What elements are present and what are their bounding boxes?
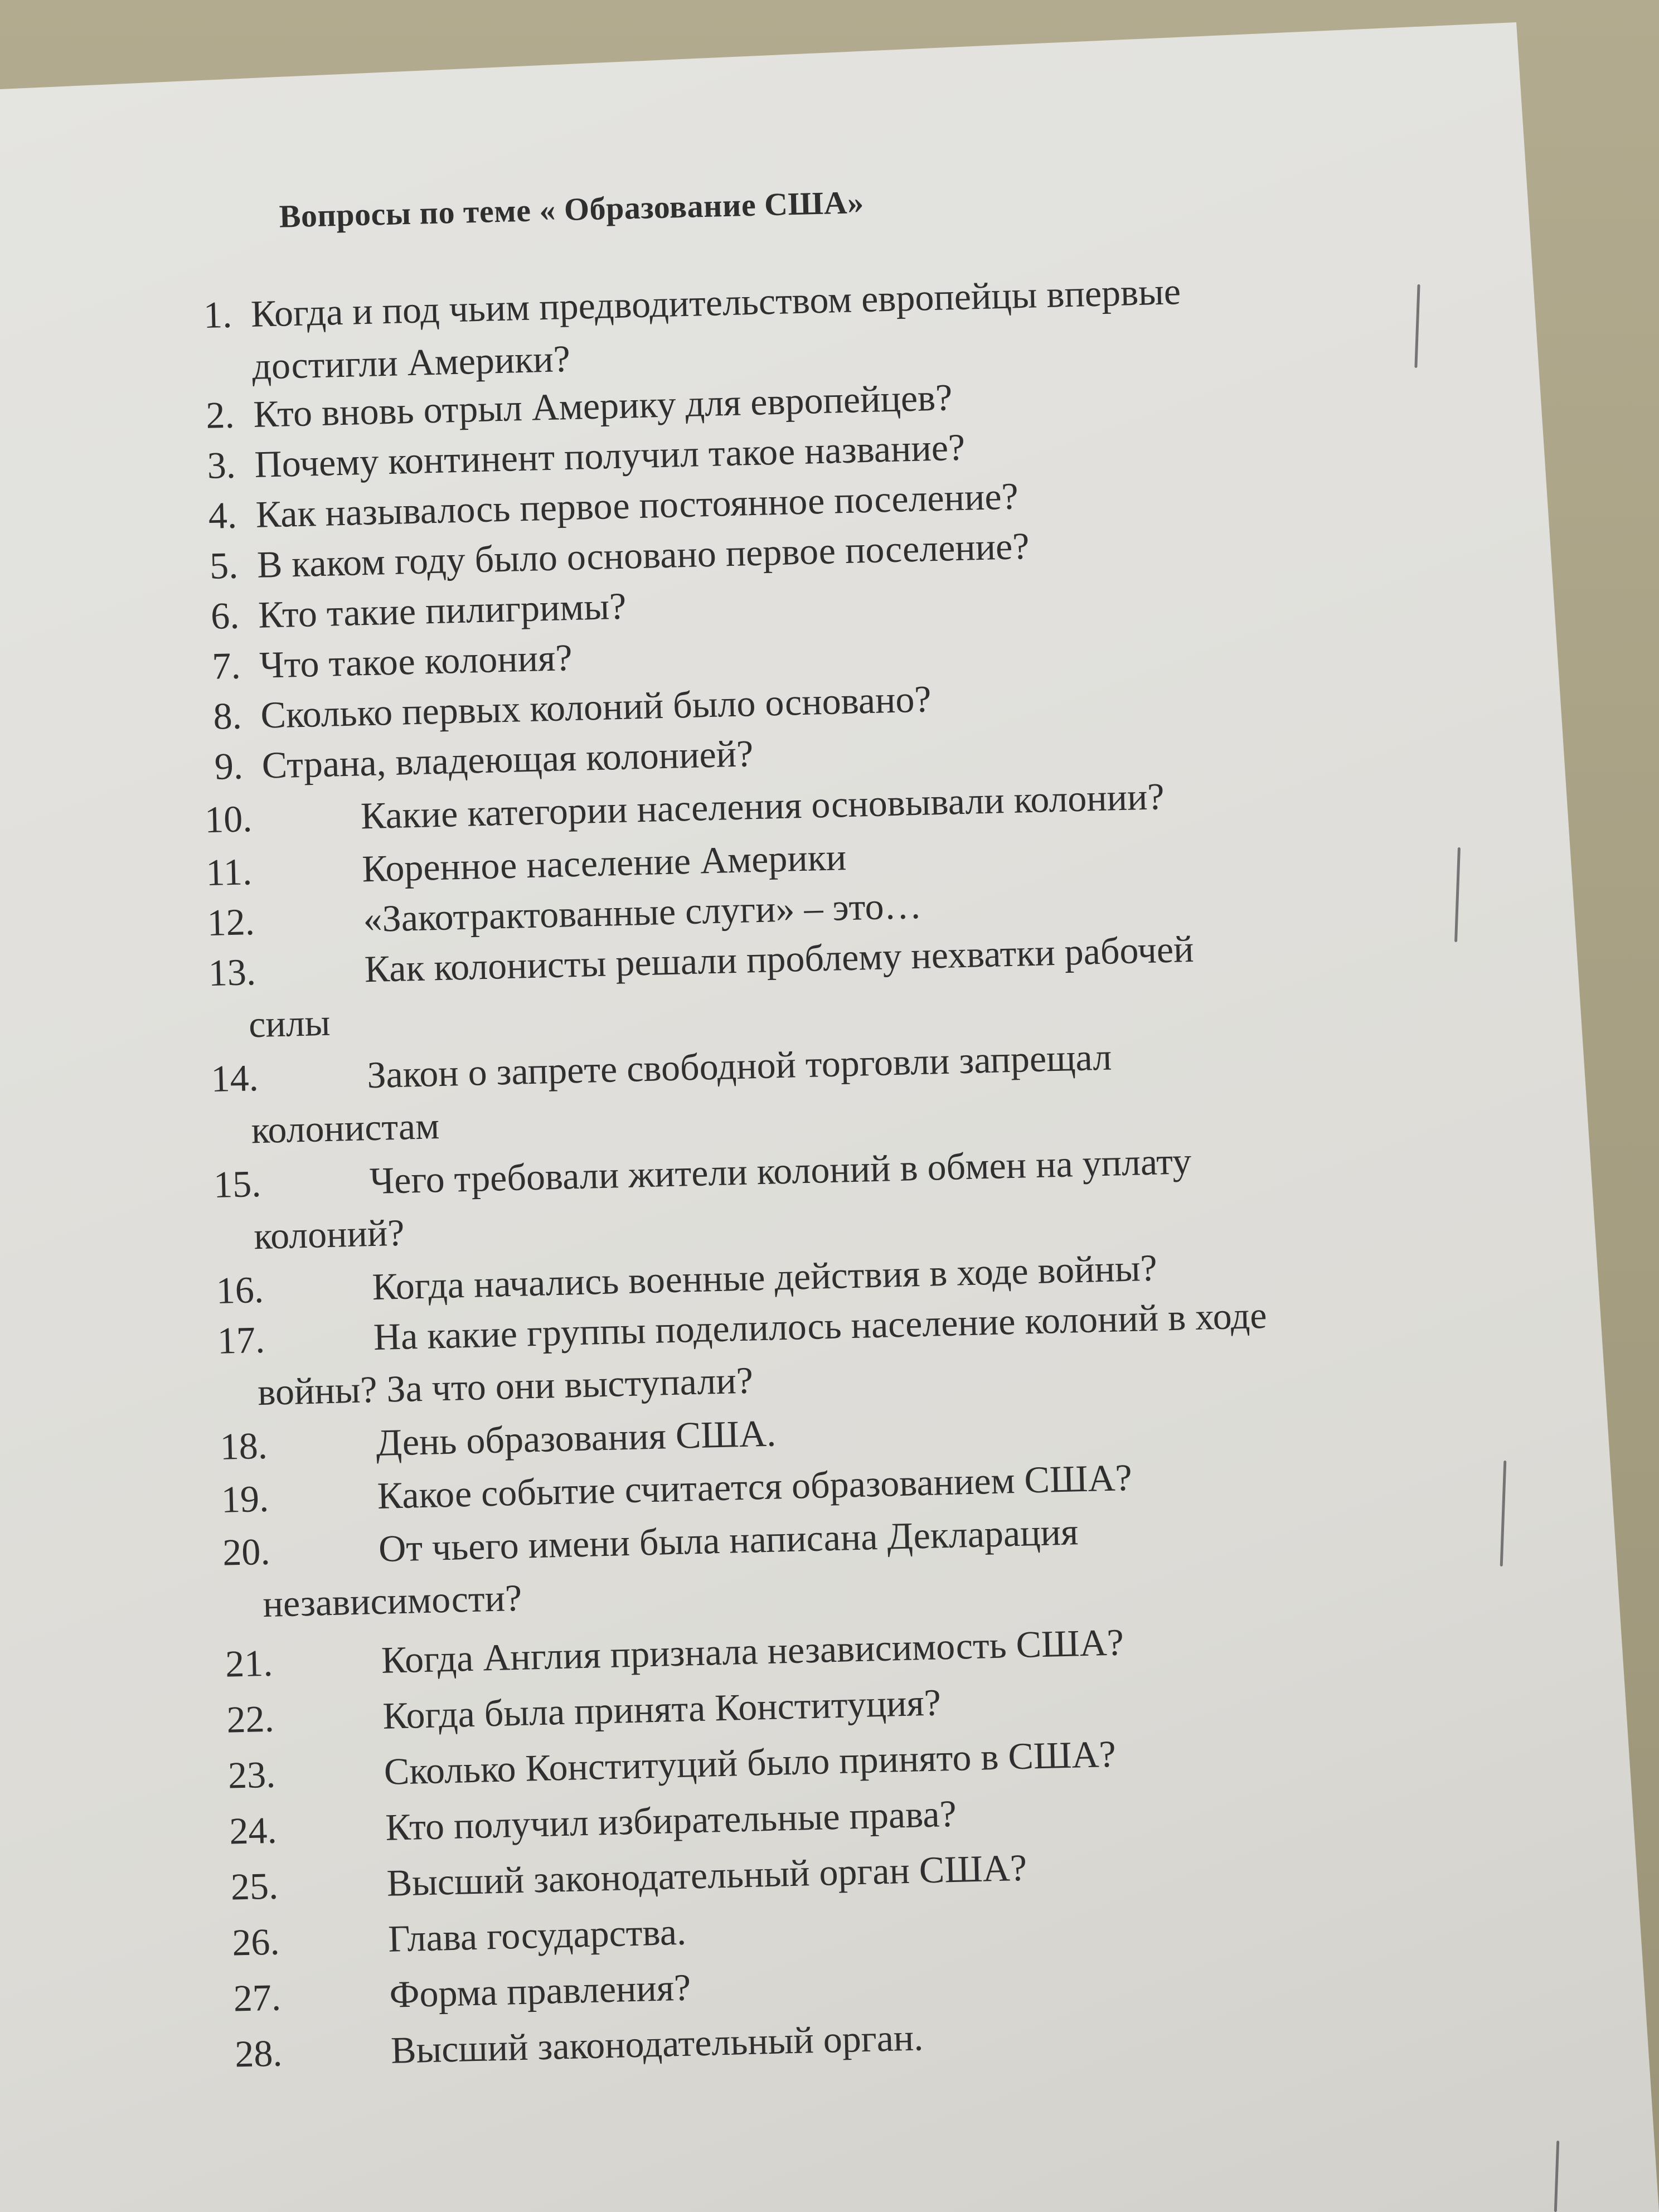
question-text: Когда Англия признала независимость США?: [381, 1621, 1124, 1681]
question-text: Что такое колония?: [259, 636, 573, 686]
question-number: 18.: [219, 1424, 268, 1468]
page-title: Вопросы по теме « Образование США»: [278, 183, 865, 235]
question-text: Как колонисты решали проблему нехватки рабочей: [363, 927, 1195, 991]
question-sheet: [156, 167, 1586, 2151]
question-text: Кто вновь отрыл Америку для европейцев?: [253, 376, 953, 435]
question-text: Закон о запрете свободной торговли запрещал: [366, 1035, 1112, 1097]
question-text-continuation: независимости?: [262, 1576, 523, 1626]
question-text: От чьего имени была написана Декларация: [378, 1510, 1079, 1570]
question-text-continuation: силы: [248, 1001, 331, 1046]
question-text-continuation: достигли Америки?: [251, 337, 571, 387]
question-number: 20.: [222, 1530, 271, 1574]
question-text: День образования США.: [375, 1411, 777, 1464]
question-number: 28.: [234, 2031, 283, 2075]
question-text: Коренное население Америки: [361, 836, 847, 890]
question-number: 26.: [231, 1920, 280, 1964]
question-number: 8.: [212, 694, 242, 738]
question-text: Какое событие считается образованием США?: [376, 1456, 1133, 1517]
question-number: 1.: [203, 293, 232, 336]
question-text: Чего требовали жители колоний в обмен на уплату: [369, 1139, 1192, 1202]
question-text: Высший законодательный орган США?: [386, 1846, 1027, 1904]
question-text: Кто такие пилигримы?: [258, 584, 627, 636]
question-text: Глава государства.: [387, 1910, 687, 1960]
question-text: В каком году было основано первое поселение?: [256, 524, 1030, 586]
question-text: Когда и под чьим предводительством европейцы впервые: [250, 270, 1181, 335]
question-number: 15.: [213, 1162, 262, 1206]
question-text: Почему континент получил такое название?: [254, 425, 966, 486]
question-text-continuation: войны? За что они выступали?: [257, 1359, 754, 1414]
question-number: 21.: [225, 1641, 274, 1685]
question-number: 9.: [214, 744, 244, 788]
question-number: 12.: [206, 900, 255, 944]
question-number: 19.: [221, 1477, 269, 1521]
question-number: 14.: [210, 1056, 259, 1100]
question-number: 27.: [232, 1976, 282, 2020]
question-number: 17.: [217, 1318, 265, 1362]
question-number: 25.: [230, 1864, 279, 1908]
question-text: Сколько первых колоний было основано?: [260, 677, 932, 736]
question-text: Сколько Конституций было принято в США?: [384, 1732, 1117, 1793]
question-number: 13.: [207, 950, 256, 995]
question-text: На какие группы поделилось население колоний в ходе: [372, 1293, 1268, 1359]
question-number: 24.: [229, 1808, 278, 1852]
question-text: Страна, владеющая колонией?: [261, 732, 754, 787]
question-number: 7.: [211, 644, 241, 687]
question-text: Когда была принята Конституция?: [382, 1681, 942, 1737]
question-text: Кто получил избирательные права?: [385, 1792, 957, 1849]
question-number: 11.: [205, 850, 253, 894]
question-number: 10.: [204, 797, 253, 841]
question-text: Форма правления?: [389, 1966, 692, 2016]
question-text: «Закотрактованные слуги» – это…: [362, 884, 923, 940]
question-number: 2.: [205, 393, 235, 436]
question-text: Когда начались военные действия в ходе войны?: [371, 1246, 1158, 1308]
question-number: 4.: [207, 493, 237, 537]
question-number: 23.: [227, 1753, 276, 1797]
question-text: Как называлось первое постоянное поселение?: [255, 474, 1019, 536]
question-number: 16.: [215, 1268, 264, 1312]
question-text: Какие категории населения основывали колонии?: [360, 775, 1165, 837]
question-number: 5.: [209, 544, 239, 587]
question-text: Высший законодательный орган.: [390, 2016, 924, 2072]
question-number: 3.: [206, 443, 236, 487]
question-number: 22.: [226, 1697, 275, 1741]
question-number: 6.: [210, 594, 240, 637]
question-text-continuation: колонистам: [250, 1104, 440, 1152]
question-text-continuation: колоний?: [253, 1211, 405, 1258]
